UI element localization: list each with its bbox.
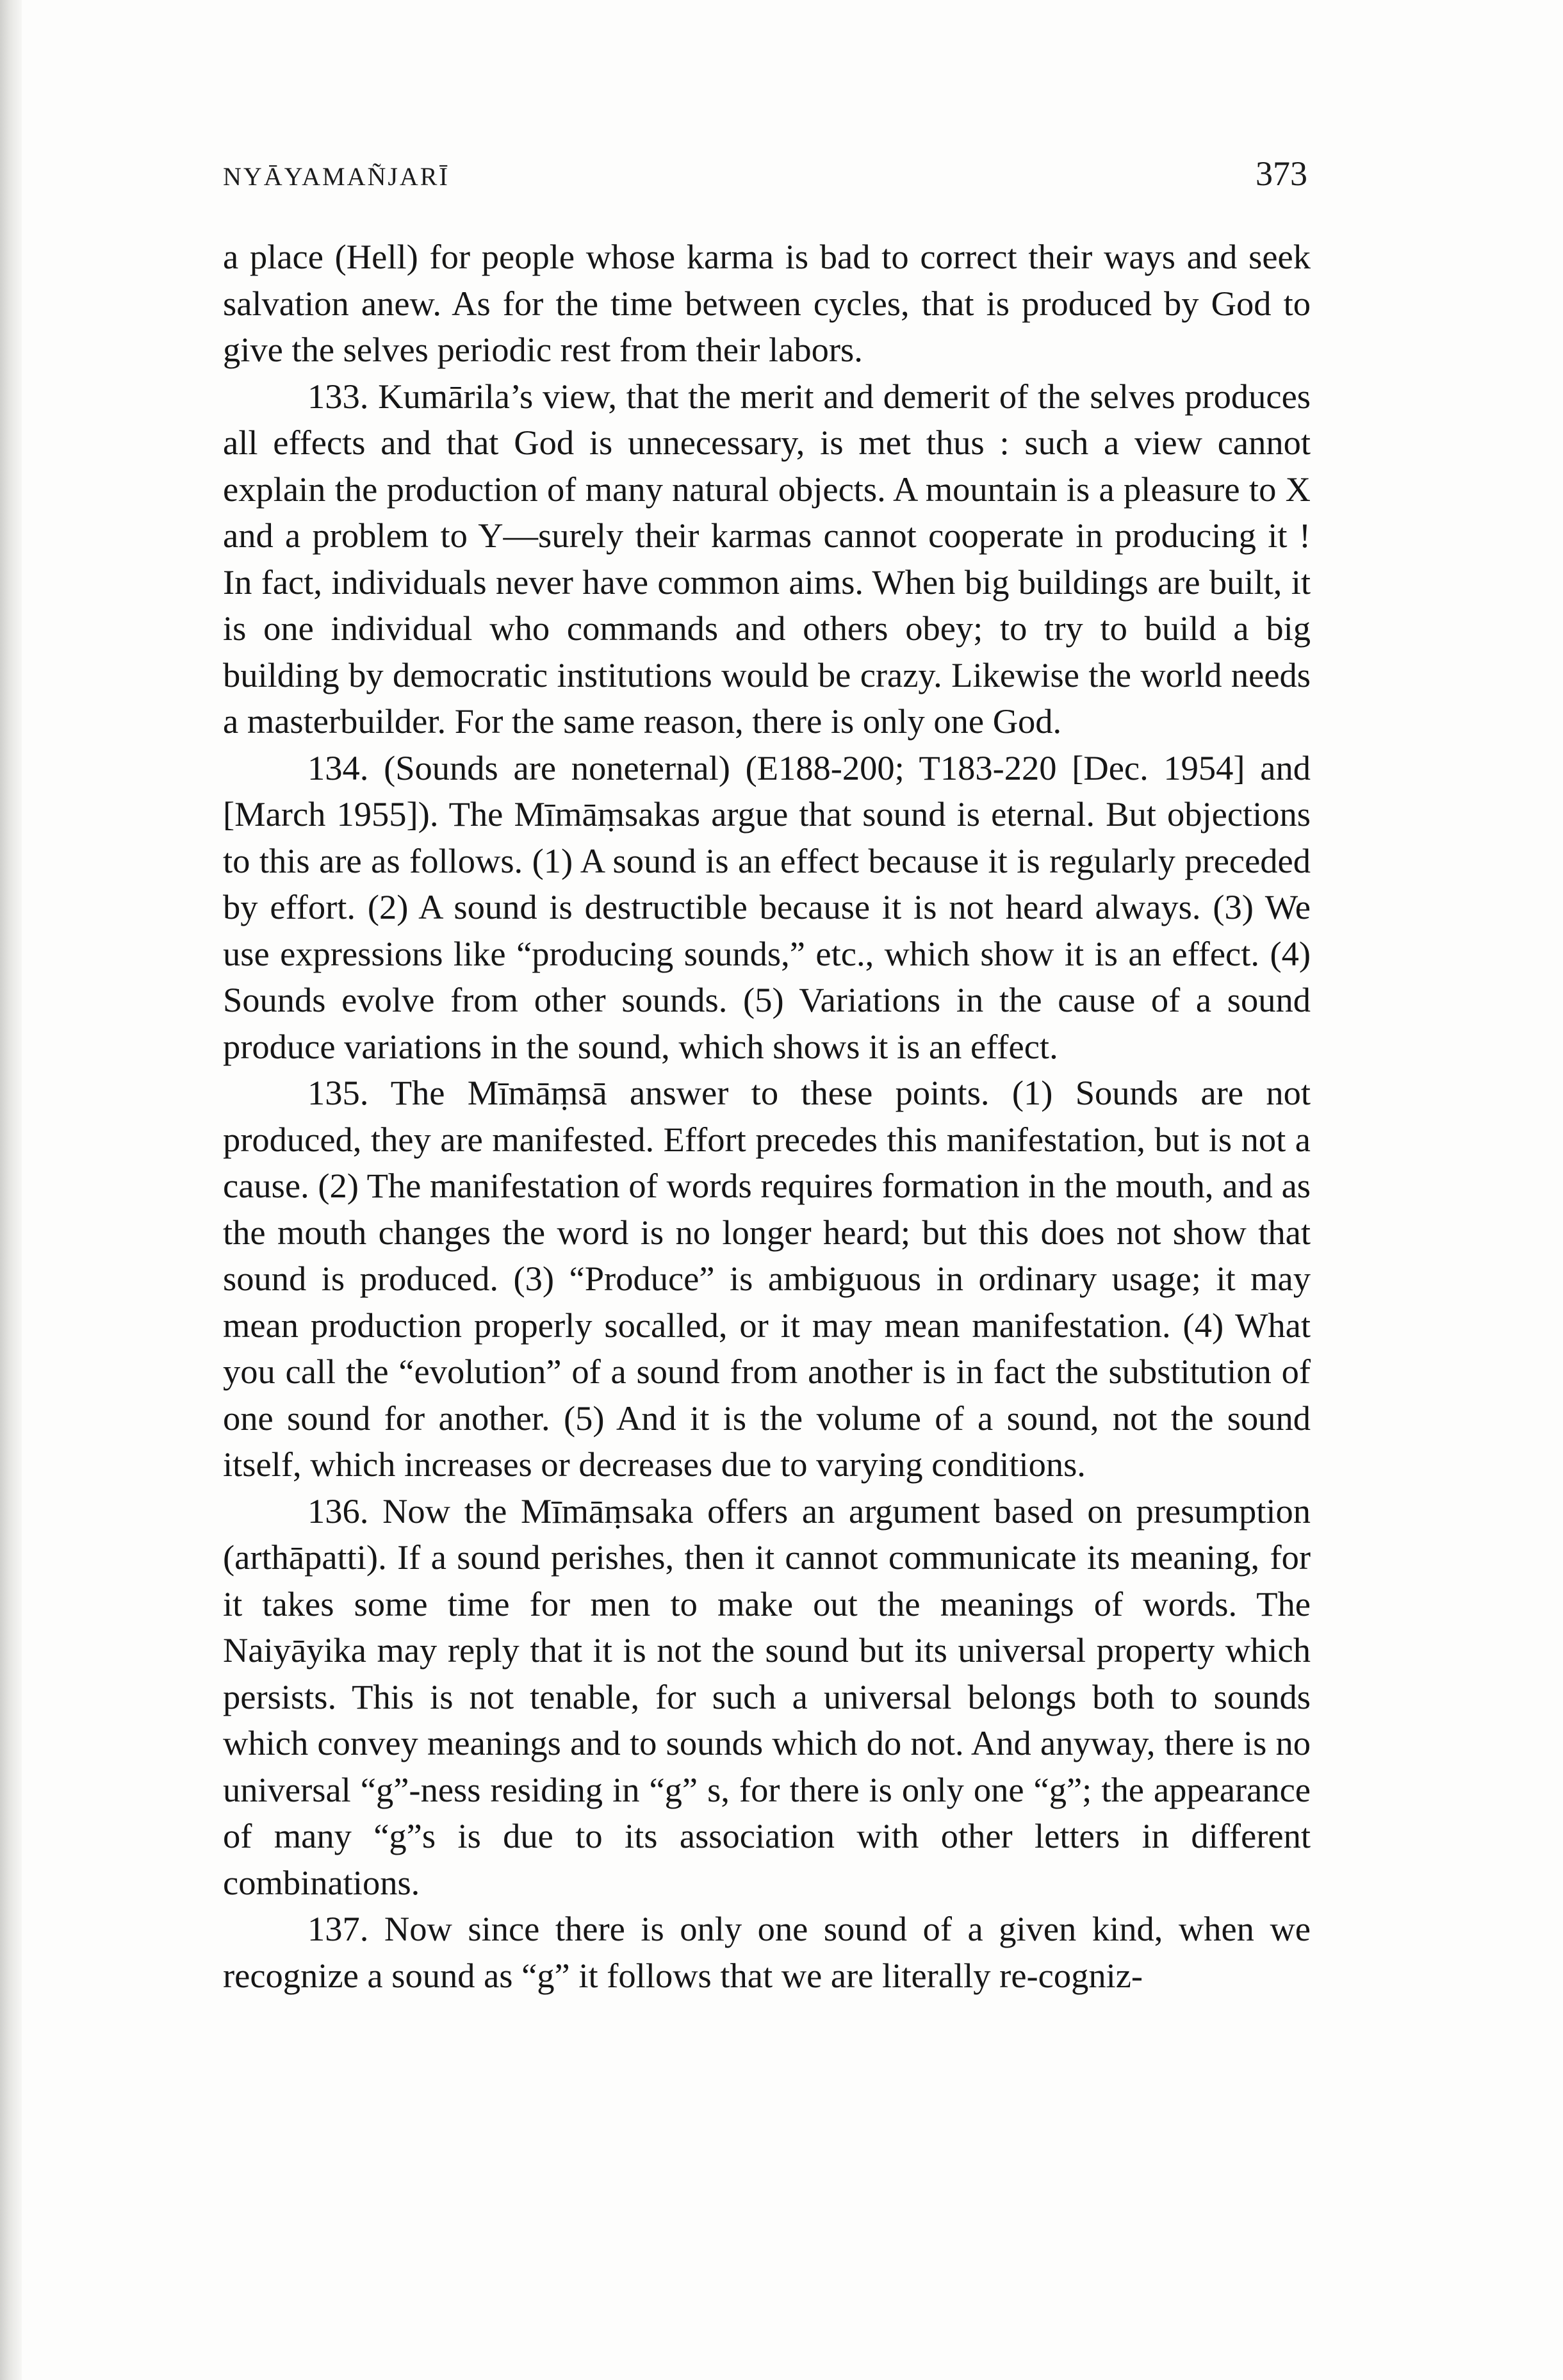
running-head: NYĀYAMAÑJARĪ xyxy=(223,162,450,191)
paragraph-134: 134. (Sounds are noneternal) (E188-200; T183-220 [Dec. 1954] and [March 1955]). The Mīmāṃsakas argue that sound is eternal. But objections to this are as follows. (1) A sound is an effect because it is regularly preceded by effort. (2) A sound is destructible because it is not heard always. (3) We use expressions like “producing sounds,” etc., which show it is an effect. (4) Sounds evolve from other sounds. (5) Variations in the cause of a sound produce variations in the sound, which shows it is an effect. xyxy=(223,748,1311,1066)
body-text xyxy=(223,234,1311,1999)
paragraph-135: 135. The Mīmāṃsā answer to these points. (1) Sounds are not produced, they are manifested. Effort precedes this manifestation, but is not a cause. (2) The manifestation of words requires formation in the mouth, and as the mouth changes the word is no longer heard; but this does not show that sound is produced. (3) “Produce” is ambiguous in ordinary usage; it may mean production properly socalled, or it may mean manifestation. (4) What you call the “evolution” of a sound from another is in fact the substitution of one sound for another. (5) And it is the volume of a sound, not the sound itself, which increases or decreases due to varying conditions. xyxy=(223,1073,1311,1484)
paragraph-137: 137. Now since there is only one sound of a given kind, when we recognize a sound as “g” it follows that we are literally re-cogniz- xyxy=(223,1909,1311,1995)
paragraph-136: 136. Now the Mīmāṃsaka offers an argument based on presumption (arthāpatti). If a sound perishes, then it cannot communicate its meaning, for it takes some time for men to make out the meanings of words. The Naiyāyika may reply that it is not the sound but its universal property which persists. This is not tenable, for such a universal belongs both to sounds which convey meanings and to sounds which do not. And anyway, there is no universal “g”-ness residing in “g” s, for there is only one “g”; the appearance of many “g”s is due to its association with other letters in different combinations. xyxy=(223,1491,1311,1902)
page-number: 373 xyxy=(1256,154,1307,193)
paragraph-133: 133. Kumārila’s view, that the merit and demerit of the selves produces all effects and that God is unnecessary, is met thus : such a view cannot explain the production of many natural objects. A mountain is a pleasure to X and a problem to Y—surely their karmas cannot cooperate in producing it ! In fact, individuals never have common aims. When big buildings are built, it is one individual who commands and others obey; to try to build a big building by democratic institutions would be crazy. Likewise the world needs a masterbuilder. For the same reason, there is only one God. xyxy=(223,376,1311,741)
binding-shadow xyxy=(0,0,22,2380)
paragraph-continuation: a place (Hell) for people whose karma is bad to correct their ways and seek salvation anew. As for the time between cycles, that is produced by God to give the selves periodic rest from their labors. xyxy=(223,237,1311,369)
